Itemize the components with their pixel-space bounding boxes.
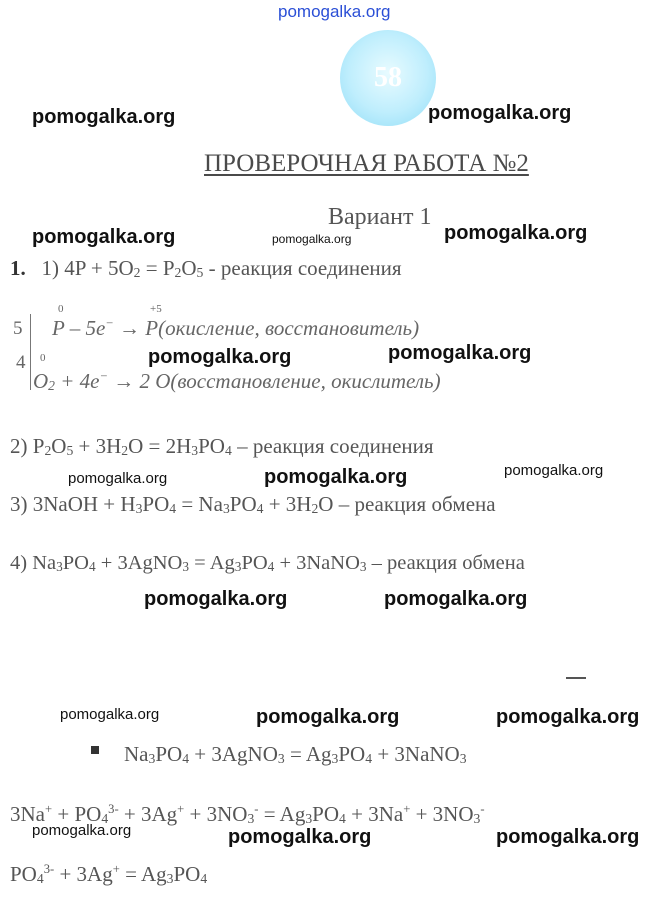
reaction-3: 3) 3NaOH + $H_3PO_4 = Na_3PO_4 + 3H_2O$ – реакция обмена: [10, 492, 496, 516]
stray-mark: [566, 677, 586, 679]
task-number: 1.: [10, 256, 26, 280]
balance-coef-1: 5: [13, 318, 23, 339]
watermark: pomogalka.org: [144, 588, 288, 610]
watermark: pomogalka.org: [32, 106, 176, 128]
watermark: pomogalka.org: [32, 226, 176, 248]
short-ionic-equation: $PO_4^{3-} + 3Ag^+ = Ag_3PO_4$: [10, 862, 208, 886]
site-link[interactable]: pomogalka.org: [278, 2, 391, 21]
watermark: pomogalka.org: [256, 706, 400, 728]
balance-divider: [30, 314, 31, 390]
watermark: pomogalka.org: [272, 232, 352, 246]
page-number-badge: [340, 30, 436, 126]
watermark: pomogalka.org: [496, 826, 640, 848]
balance-line-2: $O_2 + 4e^- \to 2$ O(восстановление, окислитель): [33, 369, 441, 393]
balance-coef-2: 4: [16, 352, 26, 373]
ox-state-p5: +5: [150, 303, 162, 315]
variant-heading: Вариант 1: [328, 204, 432, 230]
watermark: pomogalka.org: [228, 826, 372, 848]
watermark: pomogalka.org: [388, 342, 532, 364]
watermark: pomogalka.org: [68, 470, 168, 487]
watermark: pomogalka.org: [496, 706, 640, 728]
watermark: pomogalka.org: [504, 462, 604, 479]
watermark: pomogalka.org: [264, 466, 408, 488]
reaction-2: 2) $P_2O_5 + 3H_2O = 2H_3PO_4$ – реакция соединения: [10, 434, 434, 458]
watermark: pomogalka.org: [384, 588, 528, 610]
watermark: pomogalka.org: [60, 706, 160, 723]
page-number: 58: [374, 62, 402, 93]
watermark: pomogalka.org: [148, 346, 292, 368]
molecular-equation: $Na_3PO_4$ + 3AgNO$_3$ = $Ag_3PO_4$ + 3NaNO$_3$: [124, 742, 467, 766]
reaction-1: 1. 1) $4P + 5O_2 = P_2O_5$ - реакция соединения: [10, 256, 402, 280]
watermark: pomogalka.org: [444, 222, 588, 244]
page-title: ПРОВЕРОЧНАЯ РАБОТА №2: [204, 150, 529, 177]
watermark: pomogalka.org: [428, 102, 572, 124]
reaction-4: 4) $Na_3PO_4$ + 3AgNO$_3$ = $Ag_3PO_4$ + 3NaNO$_3$ – реакция обмена: [10, 552, 525, 574]
ox-state-o0: 0: [40, 352, 46, 364]
watermark: pomogalka.org: [32, 822, 132, 839]
balance-line-1: P – 5e− → P(окисление, восстановитель): [52, 316, 420, 340]
ox-state-p0: 0: [58, 303, 64, 315]
full-ionic-equation: $3Na^+ + PO_4^{3-} + 3Ag^+ + 3NO_3^- = Ag_3PO_4 + 3Na^+ + 3NO_3^-$: [10, 802, 485, 826]
bullet-marker: [91, 746, 99, 754]
